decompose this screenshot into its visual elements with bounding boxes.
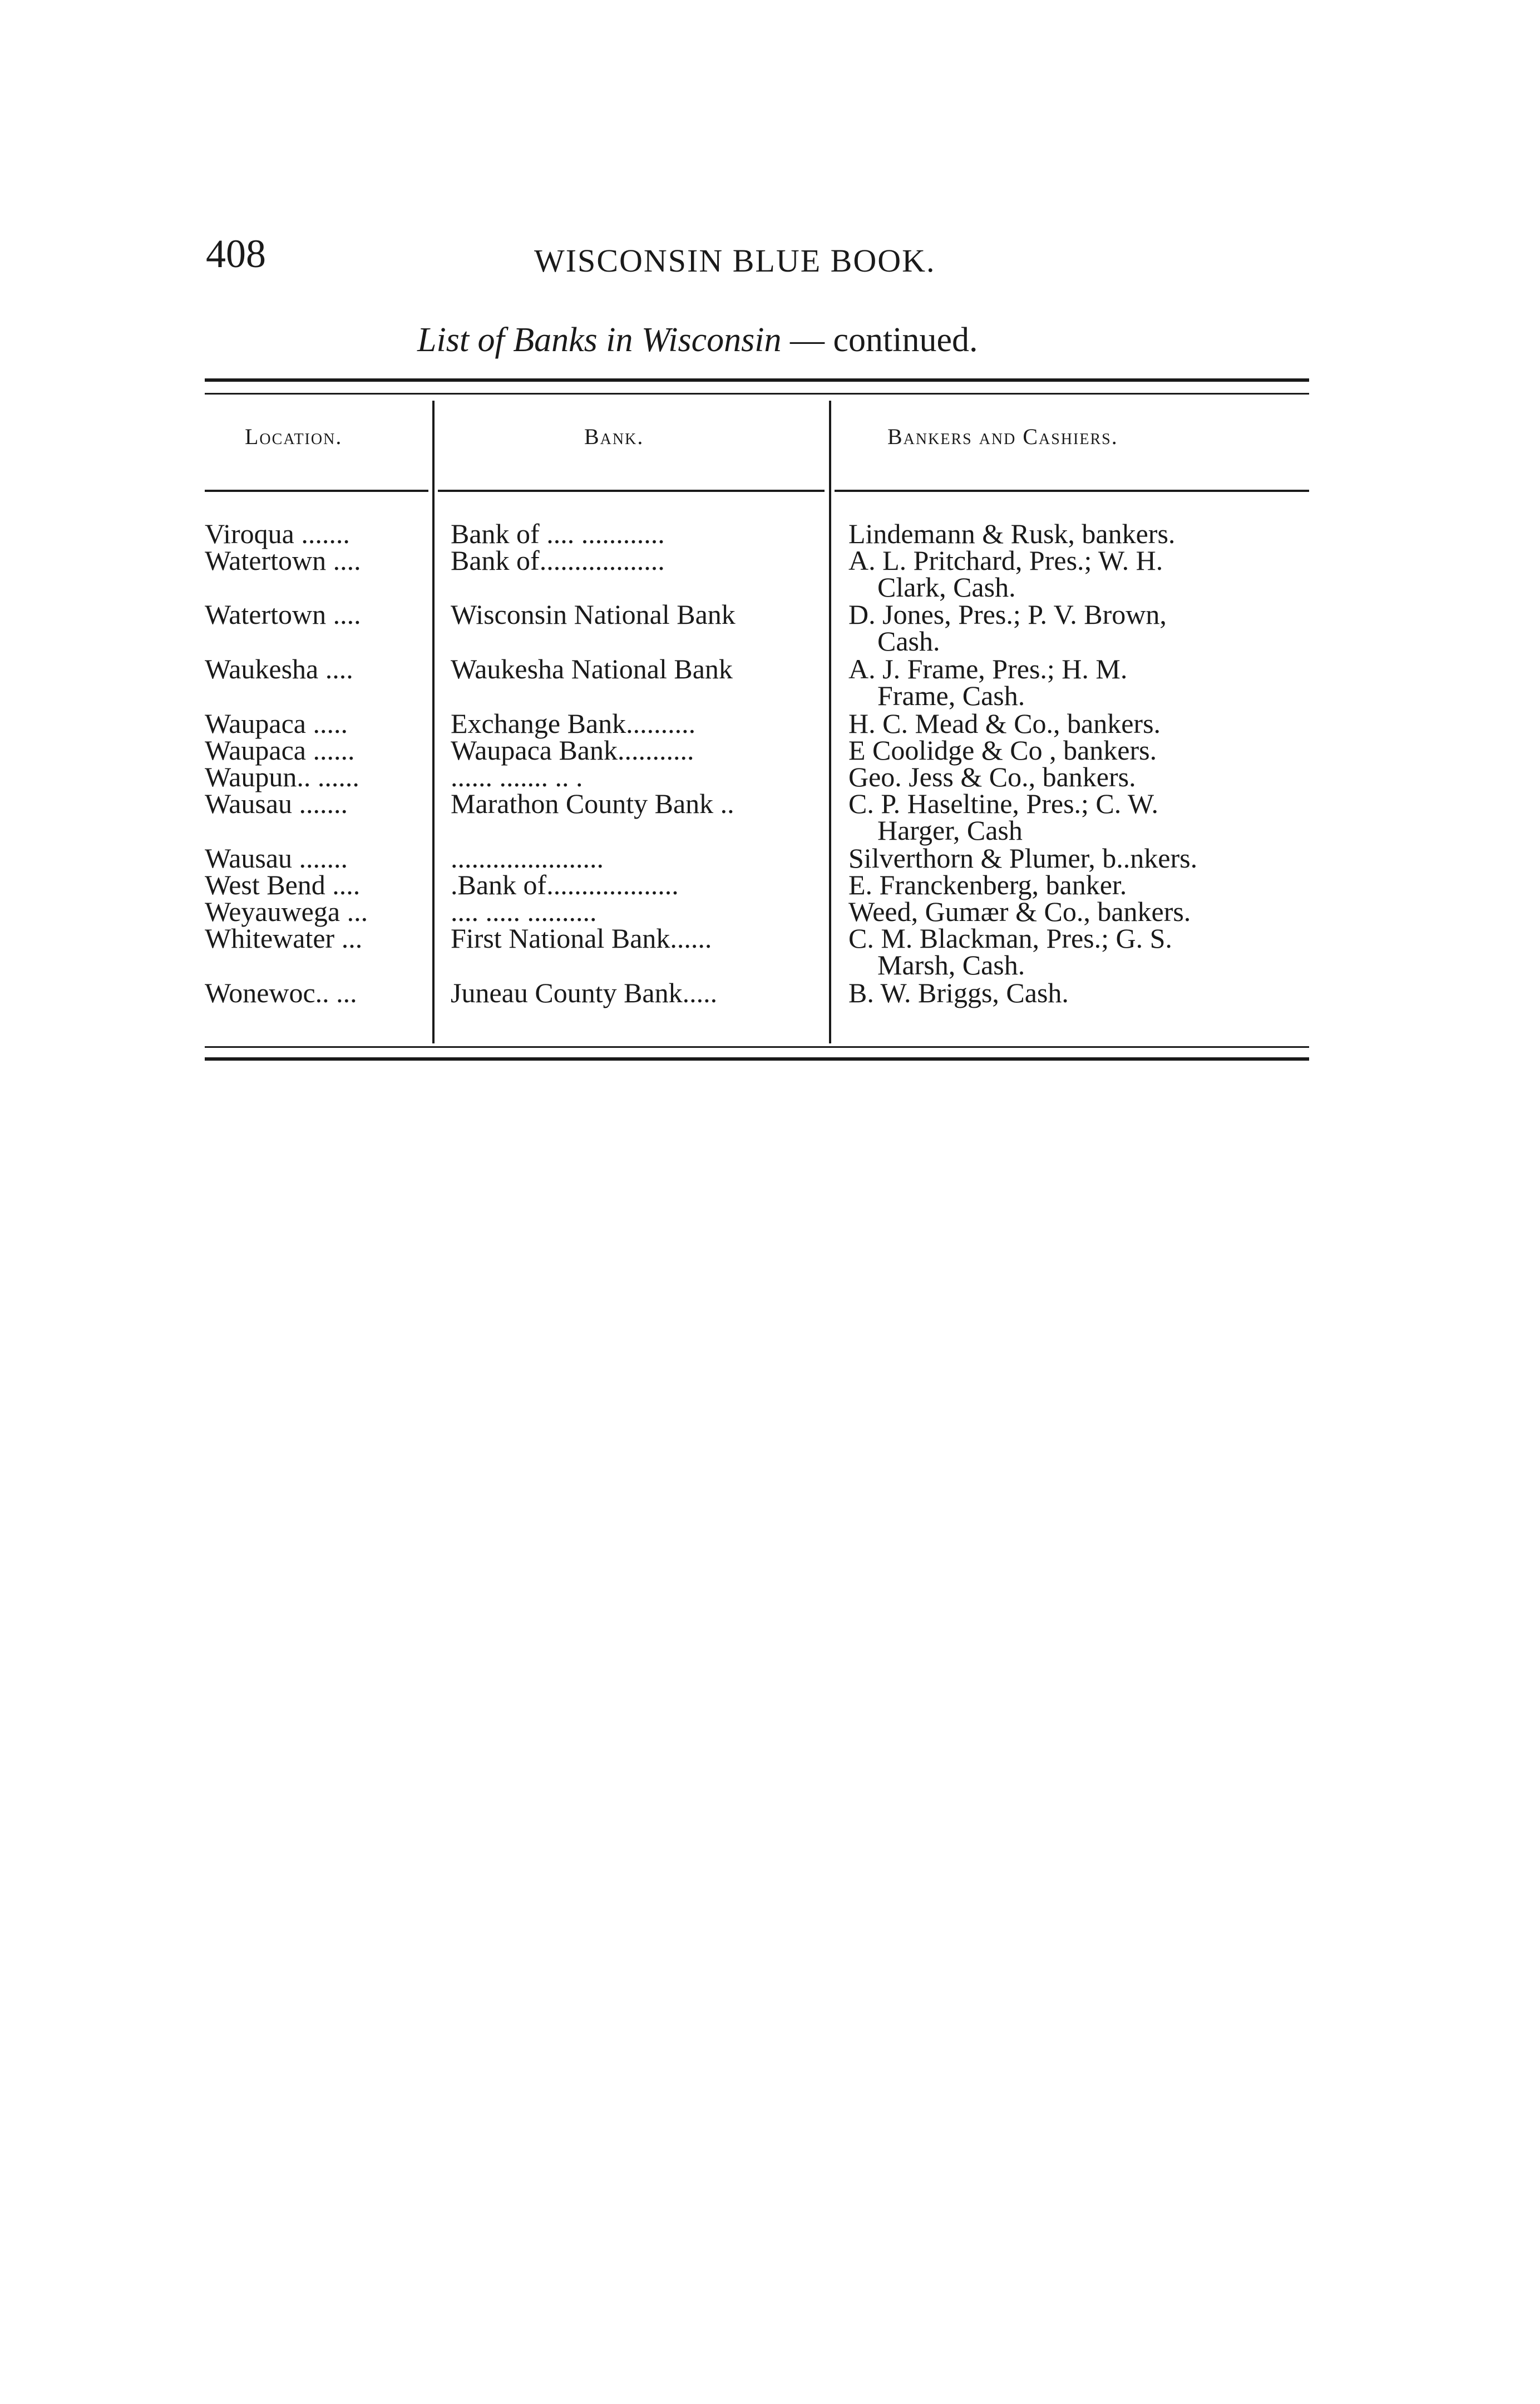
bankers-cell [848,735,1310,766]
bank-cell: First National Bank...... [451,923,712,954]
bankers-cell [848,871,1310,898]
bankers-line: B. W. Briggs, Cash. [848,977,1069,1008]
header-underline-location [205,490,428,492]
bank-cell: .... ..... .......... [451,896,597,927]
bankers-line: E Coolidge & Co , bankers. [848,735,1157,766]
header-underline-bankers [835,490,1309,492]
location-cell: Whitewater ... [205,923,363,954]
bank-cell: Waukesha National Bank [451,653,733,684]
bankers-line: Silverthorn & Plumer, b..nkers. [848,843,1198,874]
location-cell: Watertown .... [205,599,361,630]
bankers-line-continued: Frame, Cash. [877,680,1025,711]
bankers-line-continued: Marsh, Cash. [877,949,1025,981]
bankers-line: A. L. Pritchard, Pres.; W. H. [848,545,1163,576]
location-cell: Wonewoc.. ... [205,977,357,1008]
bankers-line: D. Jones, Pres.; P. V. Brown, [848,599,1167,630]
header-underline-bank [438,490,825,492]
location-cell: Weyauwega ... [205,896,368,927]
bankers-cell [848,979,1310,1006]
top-rule-thick [205,378,1309,382]
table-title [417,323,978,357]
location-cell: Waupaca ..... [205,708,348,739]
location-cell: Wausau ....... [205,843,348,874]
location-cell: Waupaca ...... [205,735,355,766]
bank-cell: Wisconsin National Bank [451,599,736,630]
bankers-line: Geo. Jess & Co., bankers. [848,761,1136,792]
bankers-line: A. J. Frame, Pres.; H. M. [848,653,1128,684]
top-rule-thin [205,393,1309,395]
bank-cell: Marathon County Bank .. [451,788,734,819]
bankers-line: Weed, Gumær & Co., bankers. [848,896,1191,927]
bank-cell: Juneau County Bank..... [451,977,718,1008]
bank-cell: .Bank of................... [451,869,679,900]
location-cell: Viroqua ....... [205,518,350,549]
header-bankers: Bankers and Cashiers. [887,424,1118,449]
bankers-cell [848,545,1310,603]
bankers-cell [848,763,1310,790]
bankers-cell [848,923,1310,981]
bank-cell: ...................... [451,843,604,874]
bottom-rule-thick [205,1057,1309,1061]
bankers-line: C. M. Blackman, Pres.; G. S. [848,923,1172,954]
bankers-line: Lindemann & Rusk, bankers. [848,518,1176,549]
bankers-line: C. P. Haseltine, Pres.; C. W. [848,788,1158,819]
bankers-cell [848,843,1310,874]
header-location: Location. [245,424,343,449]
bank-cell: Exchange Bank.......... [451,708,696,739]
bank-cell: Waupaca Bank........... [451,735,694,766]
bankers-line: E. Franckenberg, banker. [848,869,1127,900]
header-bank: Bank. [584,424,644,449]
bankers-cell [848,898,1310,925]
location-cell: Waukesha .... [205,653,353,684]
table-title-italic: List of Banks in Wisconsin [417,321,782,359]
bankers-cell [848,520,1310,547]
bankers-line: H. C. Mead & Co., bankers. [848,708,1161,739]
bank-cell: ...... ....... .. . [451,761,583,792]
bank-cell: Bank of.................. [451,545,665,576]
table-title-continued: — continued. [781,321,978,359]
location-cell: Watertown .... [205,545,361,576]
bankers-line-continued: Harger, Cash [877,815,1023,846]
bankers-cell [848,599,1310,657]
bank-cell: Bank of .... ............ [451,518,665,549]
bottom-rule-thin [205,1046,1309,1048]
bankers-cell [848,790,1310,844]
bankers-line-continued: Clark, Cash. [877,572,1016,603]
page-number: 408 [206,231,266,276]
running-head: WISCONSIN BLUE BOOK. [534,243,936,279]
column-divider-2 [829,401,831,1043]
location-cell: West Bend .... [205,869,361,900]
location-cell: Wausau ....... [205,788,348,819]
bankers-cell [848,653,1310,711]
bankers-cell [848,710,1310,737]
location-cell: Waupun.. ...... [205,761,359,792]
bankers-line-continued: Cash. [877,625,940,657]
column-divider-1 [432,401,435,1043]
